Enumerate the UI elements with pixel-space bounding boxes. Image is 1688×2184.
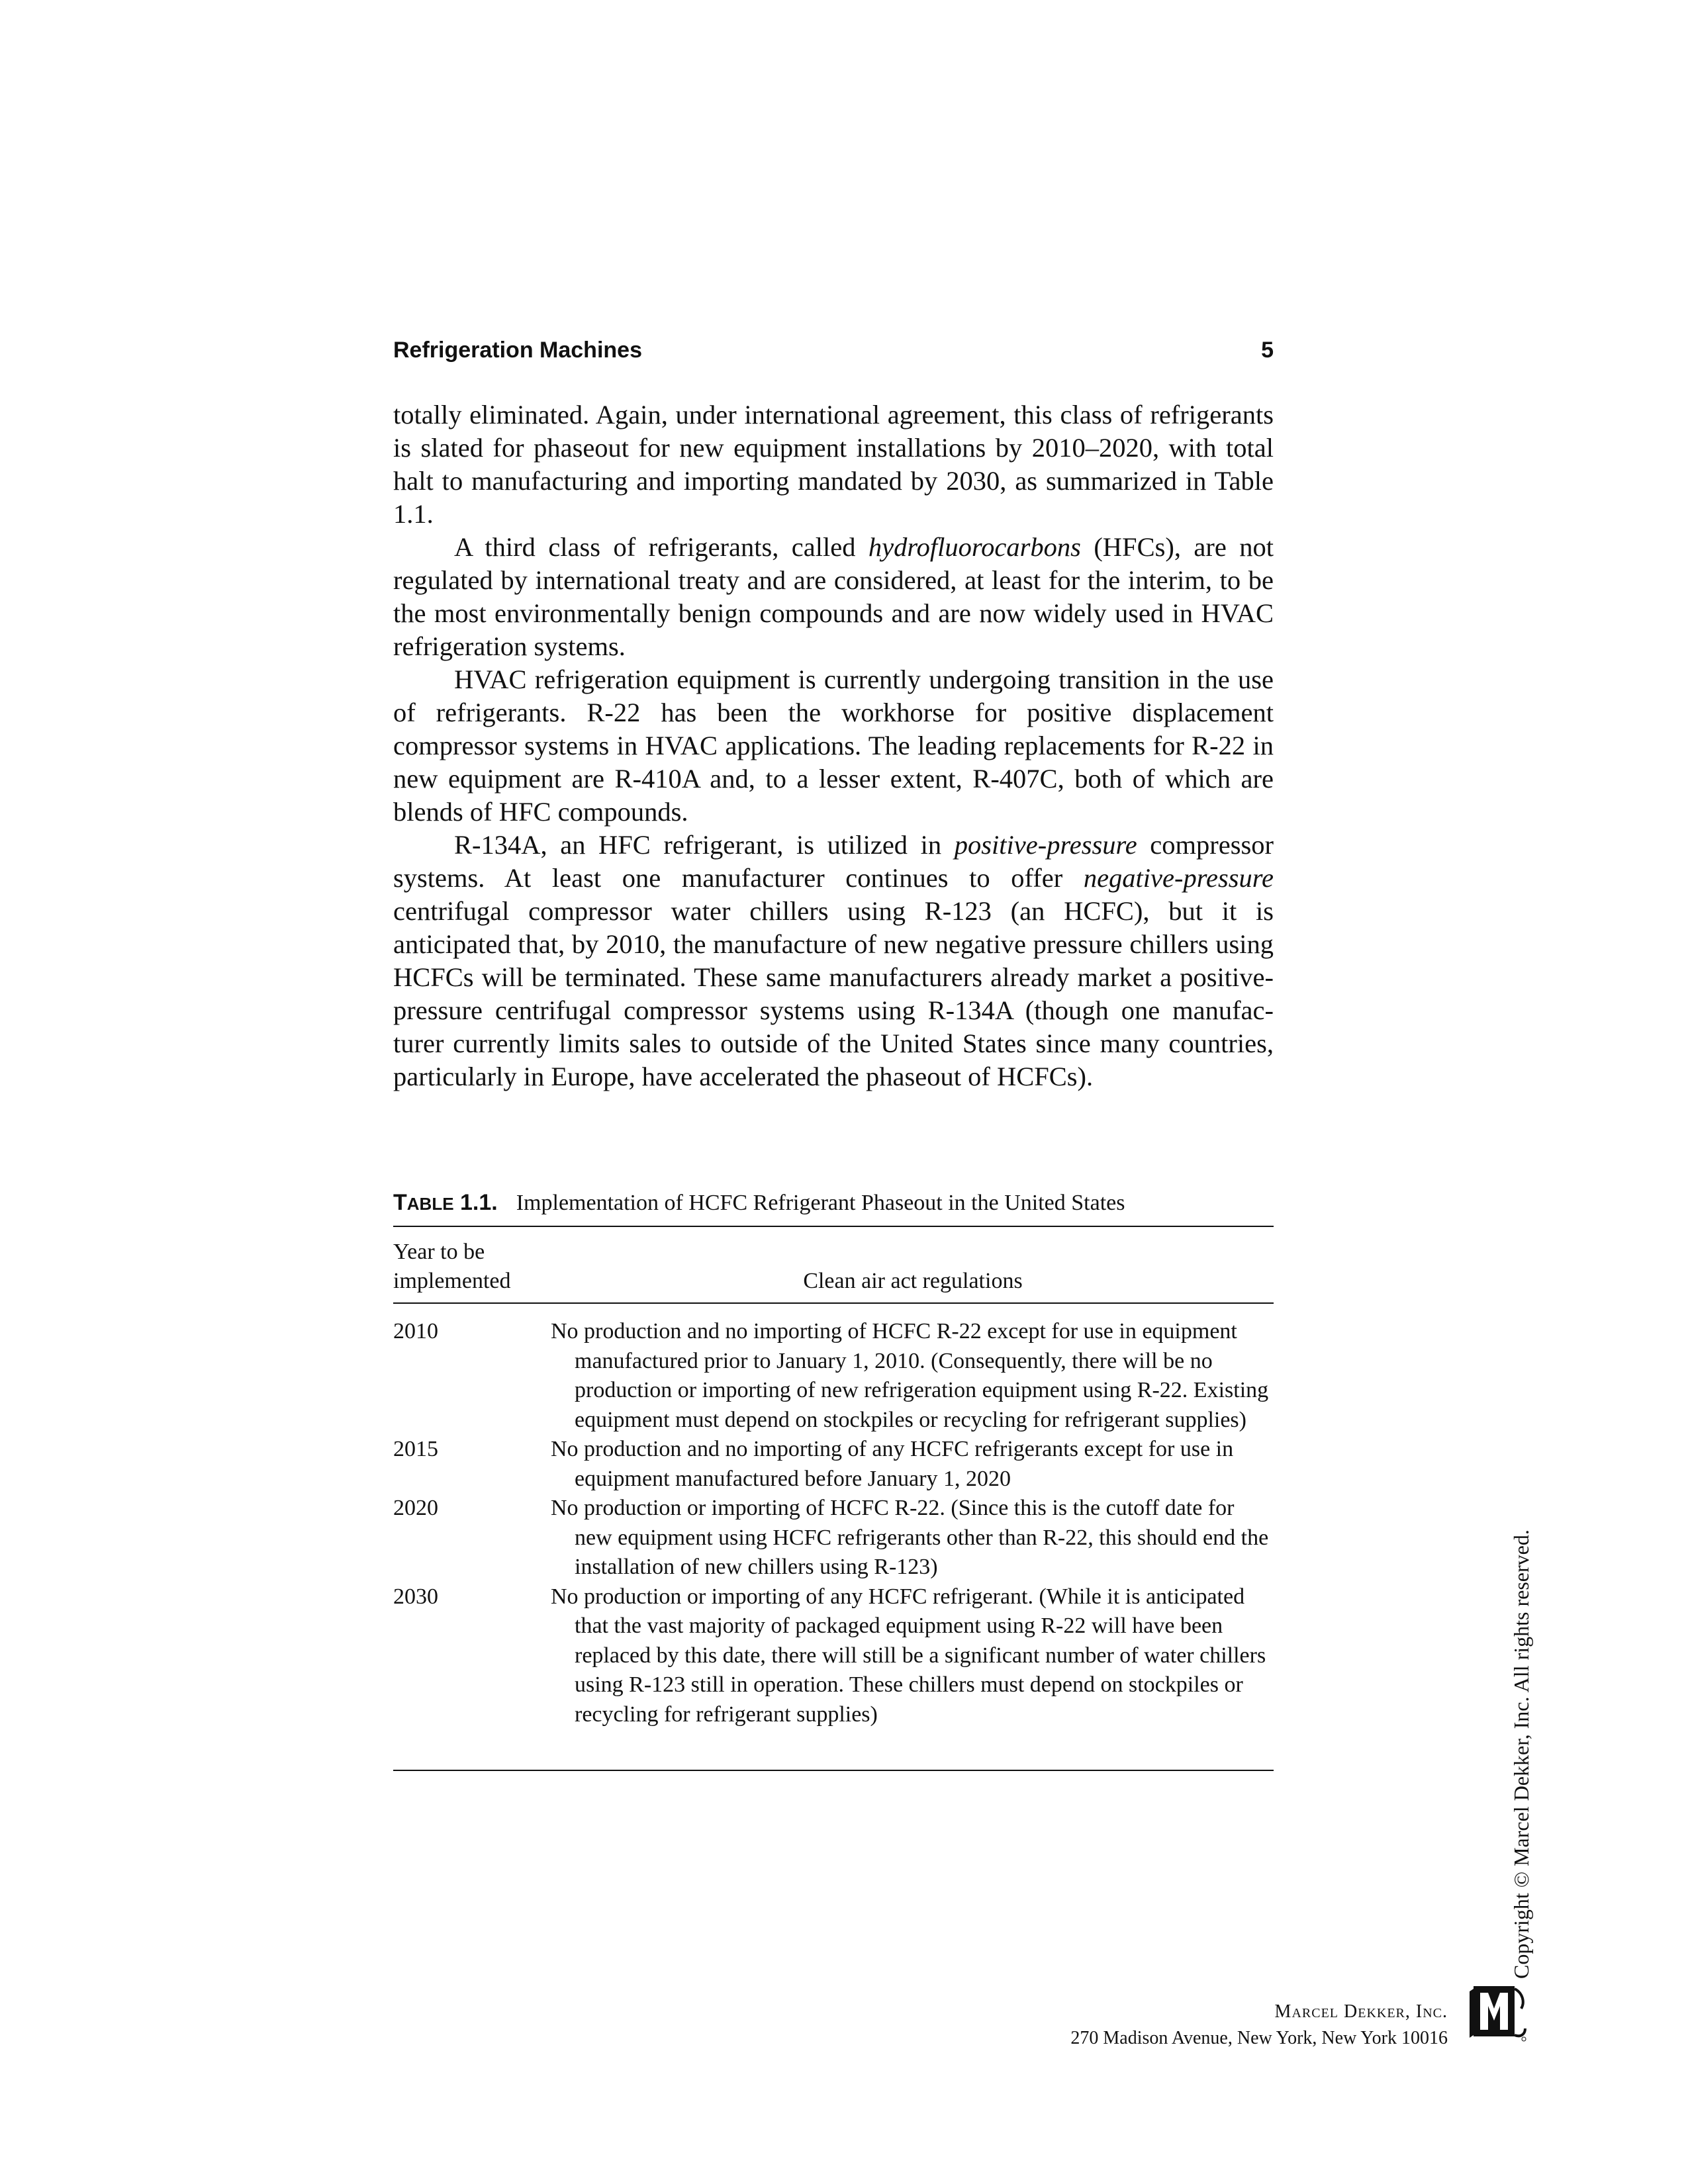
year-cell: 2015 — [393, 1437, 438, 1461]
table-bottom-rule — [393, 1770, 1274, 1771]
publisher-logo-icon — [1468, 1982, 1528, 2042]
page-header — [393, 338, 1274, 371]
table-top-rule — [393, 1226, 1274, 1227]
regulation-cell: No production or importing of HCFC R-22. (Since this is the cutoff date for new equipment using HCFC refrigerants other than R-22, this should end the installation of new chillers using R-123) — [551, 1496, 1269, 1579]
table-title: Implementation of HCFC Refrigerant Phaseout in the United States — [516, 1191, 1125, 1215]
year-cell: 2030 — [393, 1584, 438, 1609]
year-cell: 2020 — [393, 1496, 438, 1520]
paragraph-4: R-134A, an HFC refrigerant, is utilized in positive-pressure compressor systems. At least one manufacturer continues to offer negative-pressure centrifugal compressor water chillers using R-123 (an HCFC), but it is anticipated that, by 2010, the manufacture of new negative pressure chillers using HCFCs will be terminated. These same manufacturers already market a positive-pressure centrifugal compressor systems using R-134A (though one manufac-turer currently limits sales to outside of the United States since many countries, particularly in Europe, have accelerated the phaseout of HCFCs). — [393, 830, 1274, 1091]
copyright-notice: Copyright © Marcel Dekker, Inc. All rights reserved. — [1509, 1529, 1533, 1979]
term-positive-pressure: positive-pressure — [954, 830, 1137, 860]
table-row — [393, 1435, 1274, 1494]
term-hydrofluorocarbons: hydrofluorocarbons — [868, 532, 1081, 562]
body-text — [393, 398, 1274, 1093]
table-body — [393, 1317, 1274, 1729]
publisher-address: 270 Madison Avenue, New York, New York 10016 — [1070, 2028, 1448, 2048]
paragraph-1: totally eliminated. Again, under international agreement, this class of refrigerants is slated for phaseout for new equipment installations by 2010–2020, with total halt to manufacturing and importing mandated by 2030, as summarized in Table 1.1. — [393, 400, 1274, 529]
table-caption — [393, 1188, 1274, 1218]
table-label: TABLE 1.1. — [393, 1190, 498, 1215]
page-number: 5 — [1261, 338, 1274, 363]
regulation-cell: No production and no importing of HCFC R-22 except for use in equipment manufactured prior to January 1, 2010. (Consequently, there will be no production or importing of new refrigeration equipment using R-22. Existing equipment must depend on stockpiles or recycling for refrigerant supplies) — [551, 1319, 1269, 1432]
year-cell: 2010 — [393, 1319, 438, 1343]
publisher-name: Marcel Dekker, Inc. — [1274, 2001, 1448, 2022]
table-row — [393, 1317, 1274, 1435]
table-row — [393, 1494, 1274, 1582]
publisher-imprint — [852, 1999, 1448, 2052]
paragraph-2: A third class of refrigerants, called hydrofluorocarbons (HFCs), are not regulated by international treaty and are considered, at least for the interim, to be the most environmentally benign compounds and are now widely used in HVAC refrigeration systems. — [393, 532, 1274, 661]
table-row — [393, 1582, 1274, 1730]
column-header-year: Year to be implemented — [393, 1240, 511, 1293]
regulation-cell: No production and no importing of any HCFC refrigerants except for use in equipment manufactured before January 1, 2020 — [551, 1437, 1234, 1491]
column-header-regulations: Clean air act regulations — [803, 1269, 1023, 1293]
running-title: Refrigeration Machines — [393, 338, 642, 363]
paragraph-3: HVAC refrigeration equipment is currently undergoing transition in the use of refrigerants. R-22 has been the workhorse for positive displacement compressor systems in HVAC applications. The leading replacements for R-22 in new equipment are R-410A and, to a lesser extent, R-407C, both of which are blends of HFC compounds. — [393, 664, 1274, 827]
regulation-cell: No production or importing of any HCFC refrigerant. (While it is anticipated that the vast majority of packaged equipment using R-22 will have been replaced by this date, there will still be a significant number of water chillers using R-123 still in operation. These chillers must depend on stockpiles or recycling for refrigerant supplies) — [551, 1584, 1266, 1727]
table-header-rule — [393, 1302, 1274, 1304]
term-negative-pressure: negative-pressure — [1083, 863, 1274, 893]
